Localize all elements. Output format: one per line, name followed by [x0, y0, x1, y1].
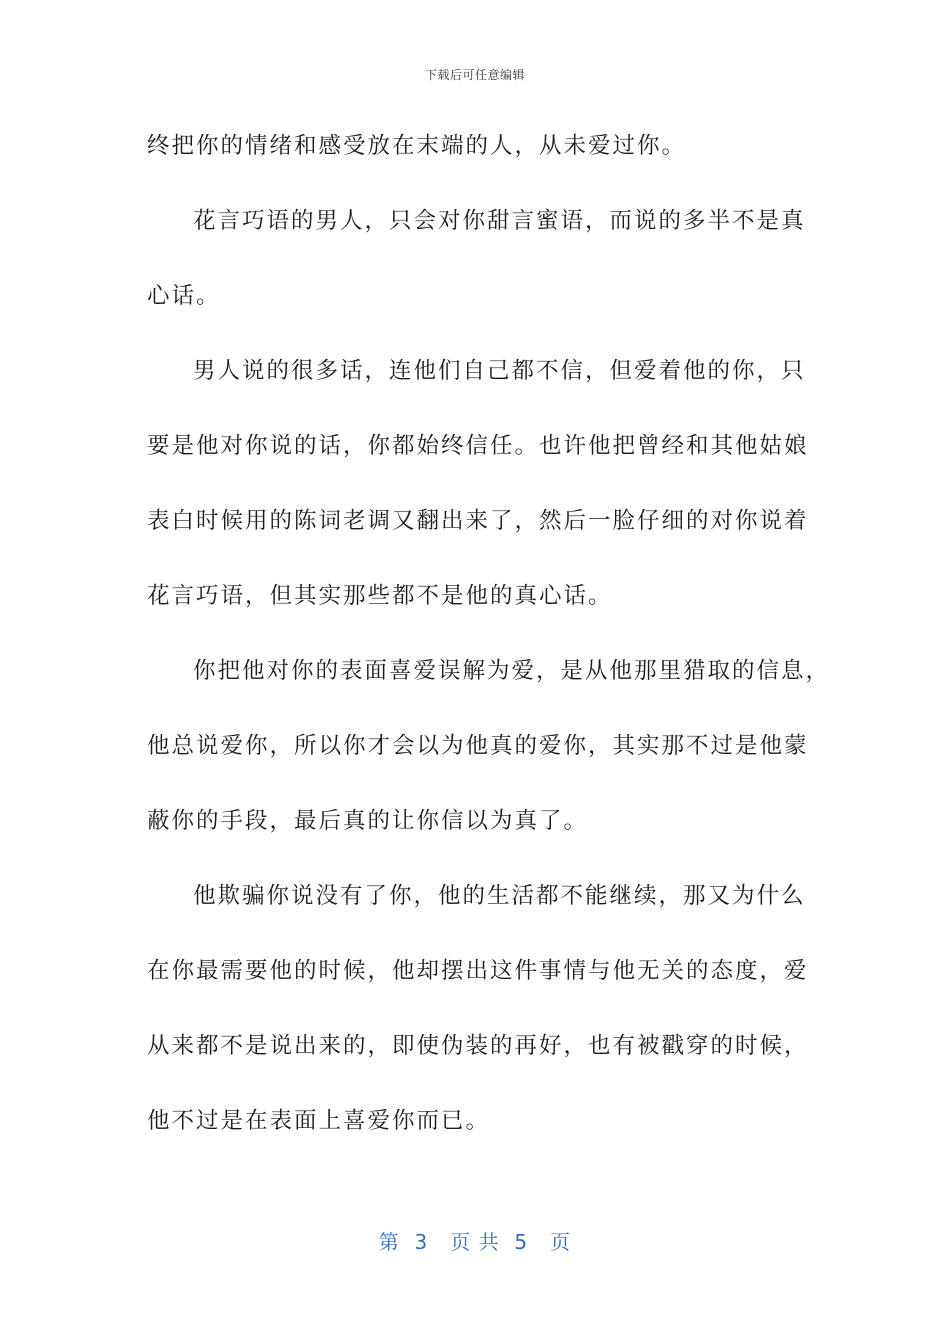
text-line: 要是他对你说的话，你都始终信任。也许他把曾经和其他姑娘: [147, 433, 809, 459]
document-body: [147, 128, 831, 1178]
text-line: 他不过是在表面上喜爱你而已。: [147, 1108, 491, 1134]
text-line: 花言巧语，但其实那些都不是他的真心话。: [147, 583, 613, 609]
text-line: 从来都不是说出来的，即使伪装的再好，也有被戳穿的时候，: [147, 1033, 809, 1059]
text-line: 蔽你的手段，最后真的让你信以为真了。: [147, 808, 589, 834]
paragraph-first-line: 花言巧语的男人，只会对你甜言蜜语，而说的多半不是真: [193, 208, 806, 234]
text-line: 表白时候用的陈词老调又翻出来了，然后一脸仔细的对你说着: [147, 508, 809, 534]
text-line: 心话。: [147, 283, 221, 309]
text-line: 他总说爱你，所以你才会以为他真的爱你，其实那不过是他蒙: [147, 733, 809, 759]
paragraph-first-line: 男人说的很多话，连他们自己都不信，但爱着他的你，只: [193, 358, 806, 384]
paragraph-first-line: 你把他对你的表面喜爱误解为爱，是从他那里猎取的信息，: [193, 658, 831, 684]
paragraph-first-line: 他欺骗你说没有了你，他的生活都不能继续，那又为什么: [193, 883, 806, 909]
page-header-note: 下载后可任意编辑: [424, 68, 525, 82]
page-number-footer: 第 3 页 共 5 页: [378, 1230, 572, 1254]
text-line: 在你最需要他的时候，他却摆出这件事情与他无关的态度，爱: [147, 958, 809, 984]
text-line: 终把你的情绪和感受放在末端的人，从未爱过你。: [147, 133, 687, 159]
